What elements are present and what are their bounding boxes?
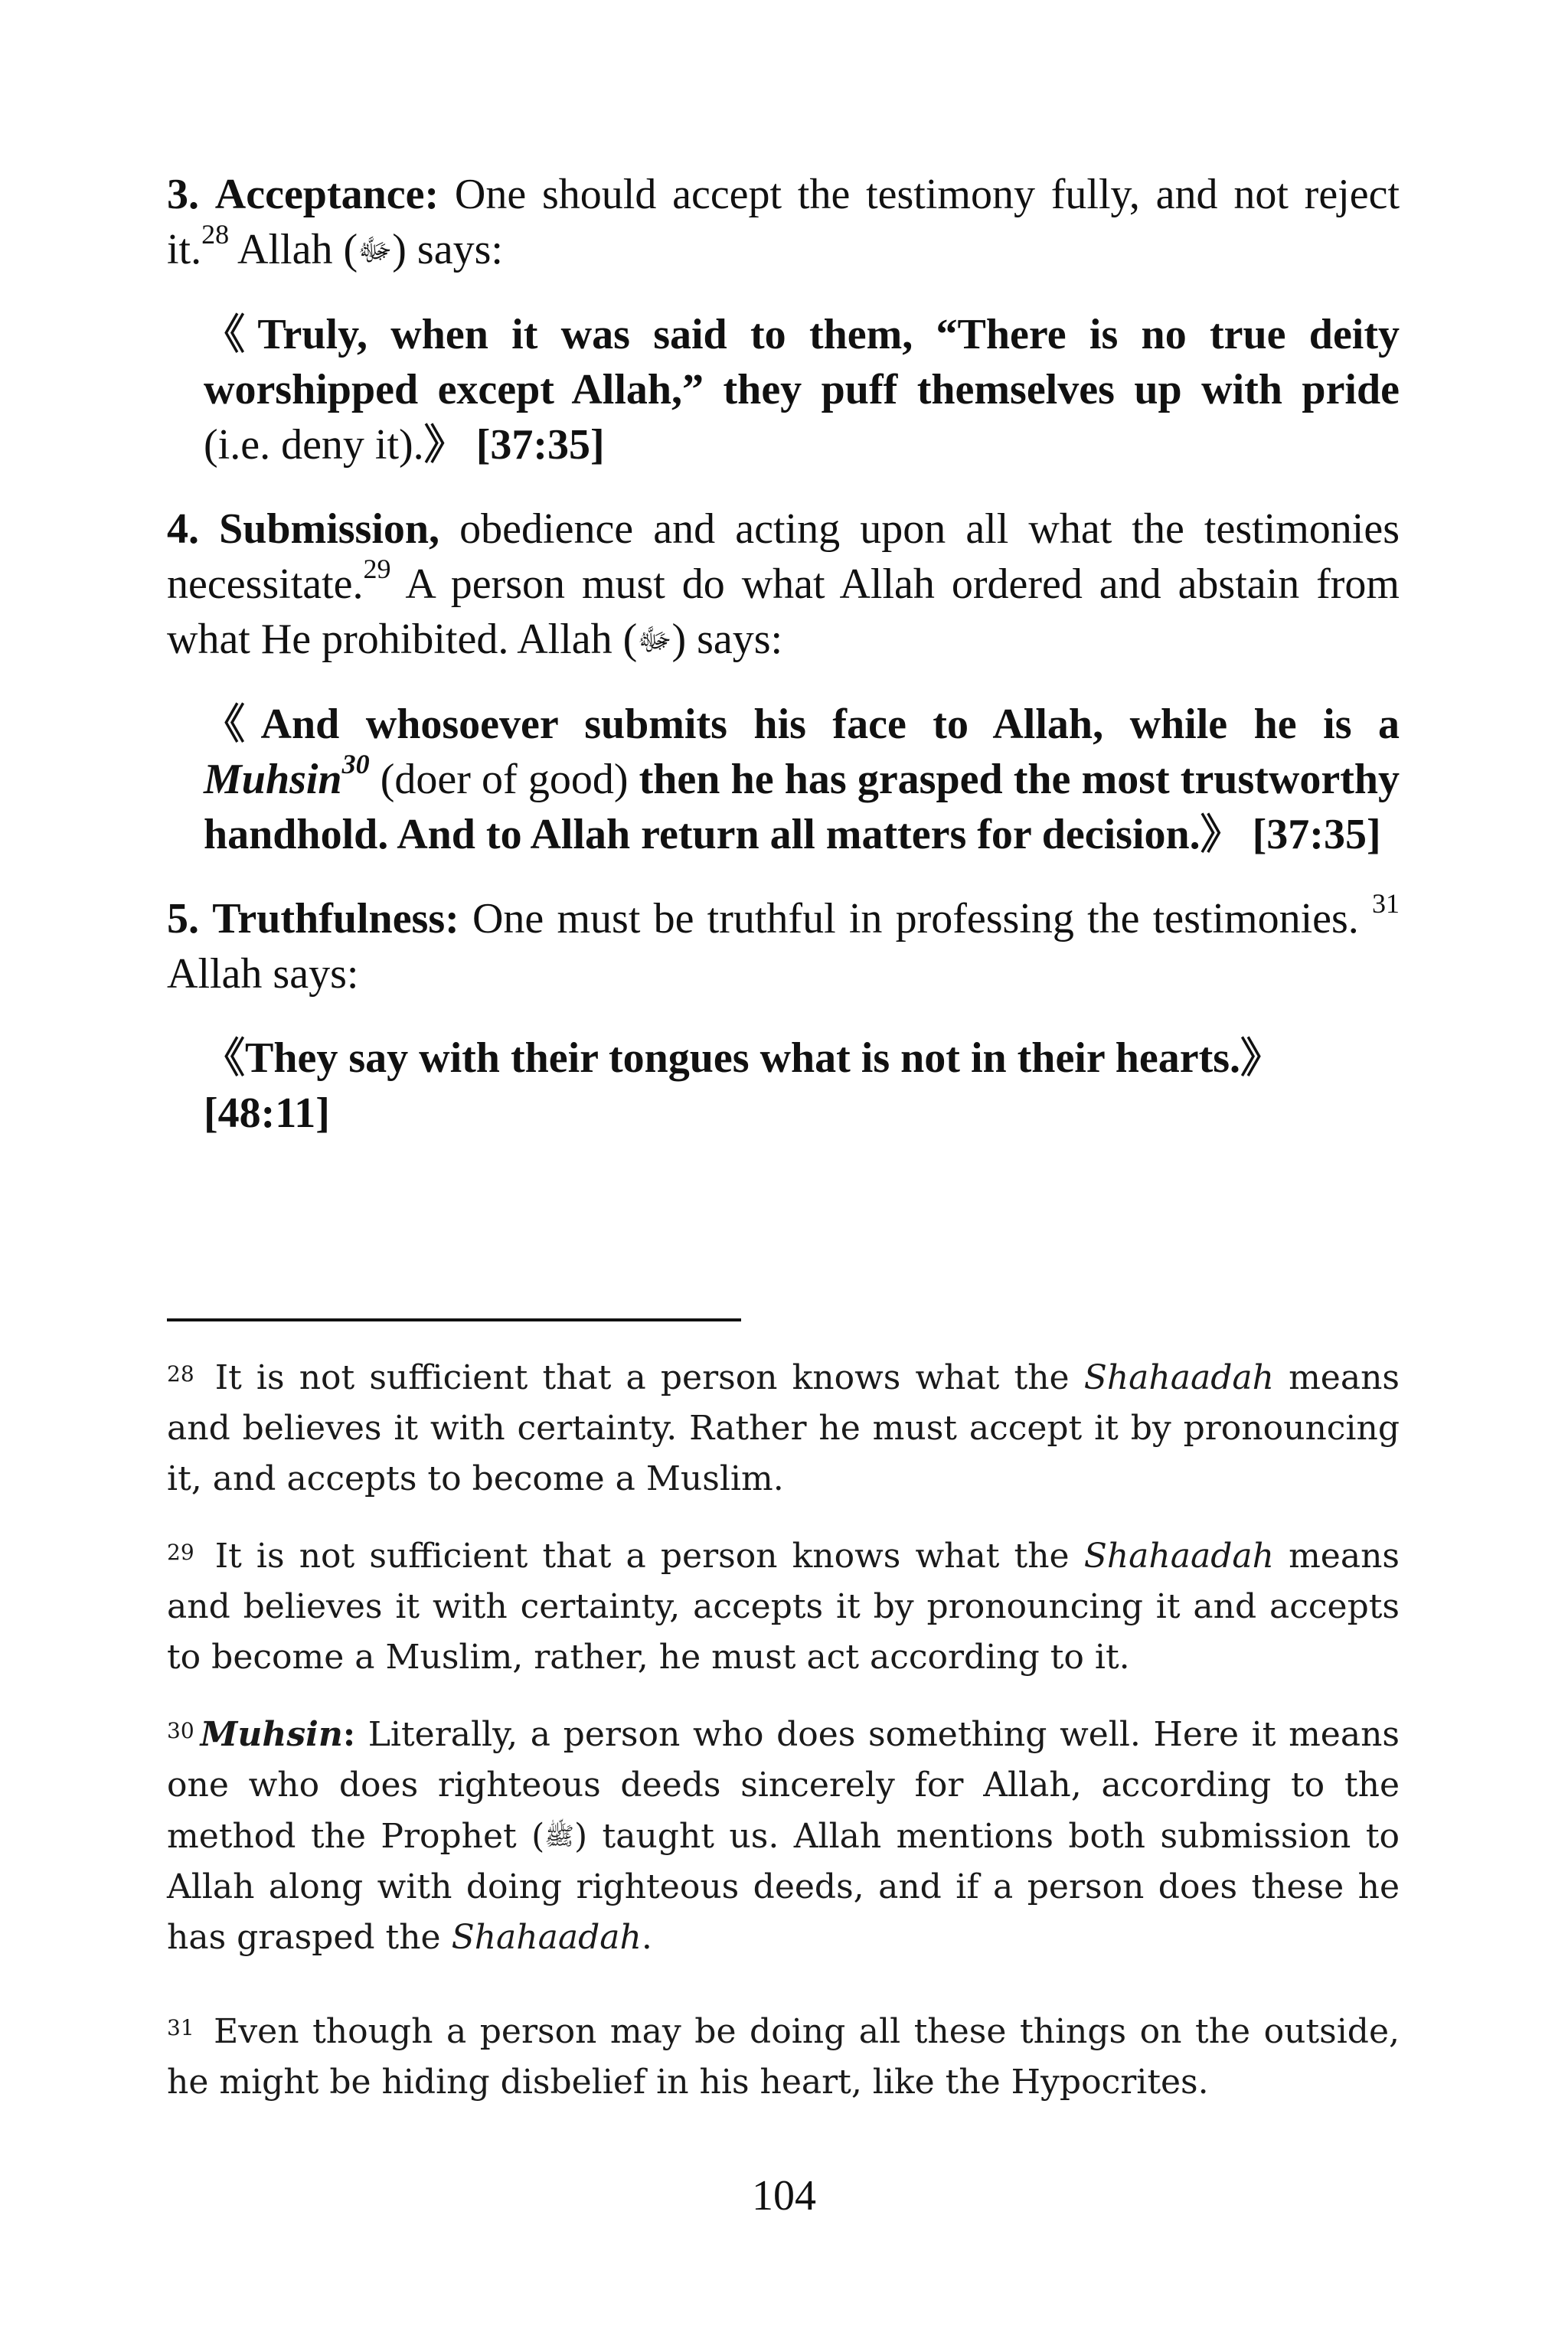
quote-close-bracket: 》	[1200, 812, 1242, 858]
footnote-ref[interactable]: 29	[363, 554, 391, 584]
quote-text: Truly, when it was said to them, “There is no true deity worshipped except Allah,” they puff themselves up with pride	[204, 311, 1400, 413]
condition-text: obedience and acting upon all what the testimonies necessitate.	[167, 505, 1400, 608]
condition-text: One must be truthful in professing the testimonies.	[459, 895, 1372, 942]
footnote-ref[interactable]: 28	[201, 219, 230, 250]
quran-quote-truthfulness	[204, 1031, 1400, 1141]
condition-number: 4.	[167, 505, 199, 553]
verse-reference: [37:35]	[1241, 811, 1381, 858]
quote-open-bracket: 《	[204, 1035, 245, 1081]
quote-term: Muhsin	[204, 756, 342, 803]
condition-acceptance	[167, 167, 1400, 278]
quote-note: (doer of good)	[369, 756, 629, 803]
condition-heading: Truthfulness:	[212, 895, 459, 942]
footnote-ref[interactable]: 30	[341, 749, 370, 779]
footnote-number: 29	[167, 1540, 194, 1565]
page-number: 104	[752, 2172, 816, 2220]
footnote-text-cont: means and believes it with certainty. Rather he must accept it by pronouncing it, and accepts to become a Muslim.	[167, 1358, 1400, 1498]
condition-text-end: ) says:	[392, 226, 503, 273]
honorific-glyph: ﷻ	[637, 622, 672, 657]
footnote-term: Shahaadah	[1083, 1537, 1274, 1576]
quote-text: They say with their tongues what is not in their hearts.	[245, 1034, 1241, 1082]
footnote-number: 30	[167, 1718, 194, 1743]
footnote-text: It is not sufficient that a person knows what the	[200, 1358, 1084, 1397]
quote-text-cont: then he has grasped the most trustworthy handhold. And to Allah return all matters for decision.	[204, 756, 1400, 858]
footnote-ref[interactable]: 31	[1372, 888, 1400, 919]
footnote-number: 28	[167, 1361, 194, 1387]
quote-open-bracket: 《	[204, 312, 258, 358]
condition-text: One should accept the testimony fully, and not reject it.	[167, 171, 1400, 273]
main-text	[167, 167, 1400, 1170]
footnote-text-cont: means and believes it with certainty, accepts it by pronouncing it and accepts to become a Muslim, rather, he must act according to it.	[167, 1537, 1400, 1677]
condition-text-end: ) says:	[671, 616, 783, 663]
footnote-term-bold: Muhsin	[200, 1715, 343, 1754]
verse-reference: [48:11]	[204, 1089, 330, 1137]
condition-text-cont: Allah (	[229, 226, 358, 273]
quran-quote-submission	[204, 697, 1400, 862]
condition-number: 5.	[167, 895, 199, 942]
footnote-text: Literally, a person who does something well. Here it means one who does righteous deeds sincerely for Allah, according to the method the Prophet (	[167, 1715, 1400, 1856]
footnote-text: It is not sufficient that a person knows what the	[200, 1537, 1084, 1576]
condition-text-cont: Allah says:	[167, 950, 359, 998]
condition-heading: Submission,	[219, 505, 440, 553]
footnote-29	[167, 1527, 1400, 1683]
footnote-text: Even though a person may be doing all these things on the outside, he might be hiding disbelief in his heart, like the Hypocrites.	[167, 2012, 1400, 2102]
condition-truthfulness	[167, 888, 1400, 1001]
footnote-28	[167, 1349, 1400, 1504]
footnote-30	[167, 1706, 1400, 1963]
condition-text-cont: A person must do what Allah ordered and abstain from what He prohibited. Allah (	[167, 560, 1400, 663]
footnotes	[167, 1349, 1400, 2131]
footnote-term: Shahaadah	[1083, 1358, 1274, 1397]
footnote-text-cont: ) taught us. Allah mentions both submission to Allah along with doing righteous deeds, and if a person does these he has grasped the	[167, 1817, 1400, 1957]
footnote-separator	[167, 1318, 741, 1321]
quote-close-bracket: 》	[1240, 1035, 1282, 1081]
footnote-number: 31	[167, 2015, 194, 2040]
condition-number: 3.	[167, 171, 199, 218]
quote-open-bracket: 《	[204, 701, 261, 747]
quote-close-bracket: 》	[423, 422, 466, 468]
quran-quote-acceptance	[204, 307, 1400, 472]
honorific-glyph: ﷻ	[358, 233, 393, 267]
footnote-text-end: .	[641, 1918, 652, 1957]
condition-submission	[167, 501, 1400, 668]
footnote-31	[167, 2003, 1400, 2108]
footnote-term: Shahaadah	[451, 1918, 642, 1957]
verse-reference: [37:35]	[465, 421, 605, 469]
honorific-glyph: ﷺ	[544, 1821, 574, 1851]
footnote-colon: :	[342, 1715, 356, 1754]
quote-text: And whosoever submits his face to Allah, while he is a	[260, 701, 1400, 748]
condition-heading: Acceptance:	[214, 171, 439, 218]
quote-note: (i.e. deny it).	[204, 421, 424, 469]
